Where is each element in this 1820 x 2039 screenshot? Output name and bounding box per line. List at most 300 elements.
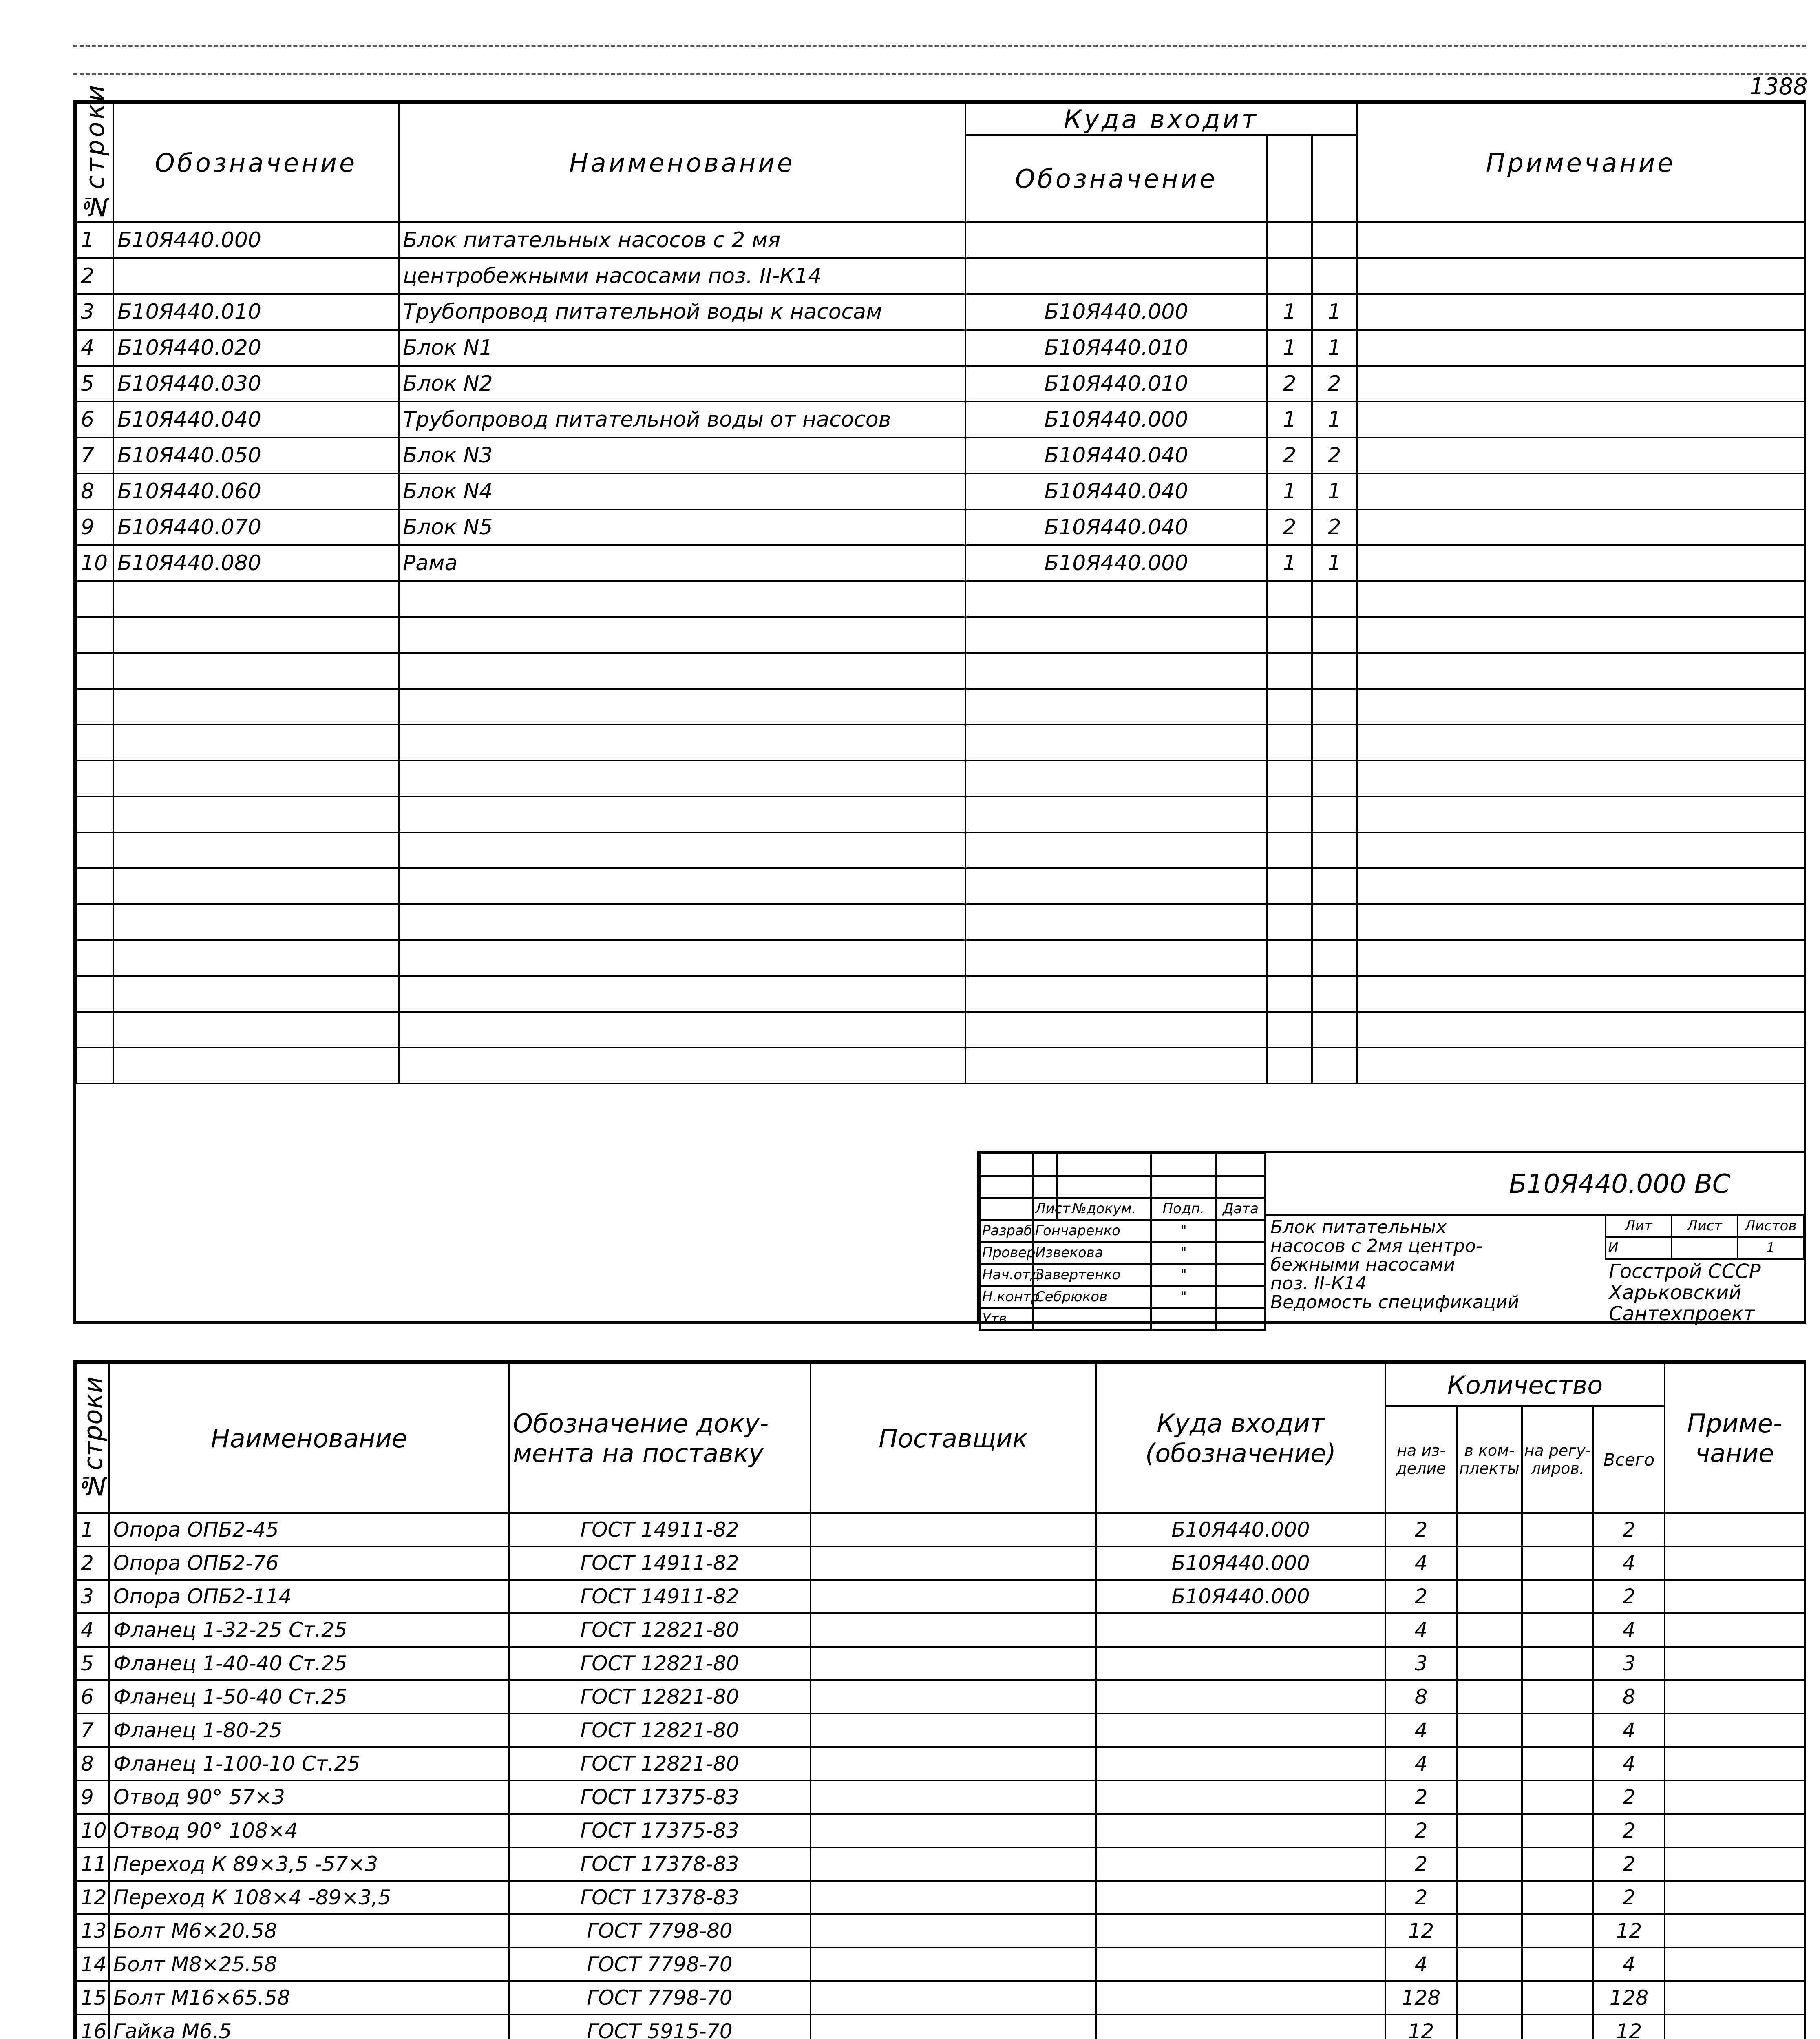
item-name-cell: Болт М8×25.58 — [109, 1948, 509, 1981]
row-number: 16 — [77, 2015, 109, 2039]
qty-b-cell — [1312, 940, 1357, 976]
stamp1-title-line: бежными насосами — [1270, 1254, 1455, 1275]
note-cell — [1665, 1814, 1805, 1847]
where-used-cell — [1096, 1881, 1385, 1914]
supplier-cell — [811, 1546, 1096, 1580]
row-number: 7 — [77, 1714, 109, 1747]
qty-a-cell — [1267, 258, 1312, 294]
name-cell — [399, 868, 965, 904]
qty-kit-cell — [1457, 1881, 1522, 1914]
item-name-cell: Болт М16×65.58 — [109, 1981, 509, 2015]
col-where-designation: Обозначение — [965, 135, 1267, 222]
where-used-cell — [1096, 1714, 1385, 1747]
qty-b-cell: 1 — [1312, 294, 1357, 330]
row-number — [77, 904, 113, 940]
where-used-cell: Б10Я440.000 — [965, 545, 1267, 581]
stamp1-date — [1216, 1264, 1265, 1286]
stamp1-role: Утв. — [980, 1308, 1033, 1330]
supplier-cell — [811, 1981, 1096, 2015]
qty-total-cell: 8 — [1593, 1680, 1665, 1714]
note-cell — [1665, 1714, 1805, 1747]
spec-row — [77, 940, 1805, 976]
where-used-cell: Б10Я440.040 — [965, 438, 1267, 473]
qty-reg-cell — [1522, 1847, 1593, 1881]
note-cell — [1357, 509, 1805, 545]
qty-b-cell — [1312, 1012, 1357, 1048]
qty-b-cell — [1312, 258, 1357, 294]
spec-row — [77, 1012, 1805, 1048]
qty-b-cell: 1 — [1312, 402, 1357, 438]
spec-row — [77, 330, 1805, 366]
stamp1-sheets-label: Листов — [1738, 1215, 1804, 1237]
stamp1-title-line: поз. II-К14 — [1270, 1273, 1367, 1294]
qty-reg-cell — [1522, 1546, 1593, 1580]
where-used-cell: Б10Я440.000 — [1096, 1513, 1385, 1546]
qty-reg-cell — [1522, 1680, 1593, 1714]
row-number: 3 — [77, 1580, 109, 1613]
qty-a-cell: 1 — [1267, 330, 1312, 366]
stamp1-org — [1609, 1261, 1761, 1325]
row-number — [77, 976, 113, 1012]
name-cell: Блок N3 — [399, 438, 965, 473]
qty-item-cell: 8 — [1385, 1680, 1457, 1714]
qty-item-cell: 2 — [1385, 1580, 1457, 1613]
where-used-cell: Б10Я440.010 — [965, 366, 1267, 402]
note-cell — [1357, 761, 1805, 796]
qty-total-cell: 2 — [1593, 1814, 1665, 1847]
designation-cell: Б10Я440.080 — [113, 545, 399, 581]
stamp1-code: Б10Я440.000 ВС — [1509, 1169, 1731, 1199]
row-number: 7 — [77, 438, 113, 473]
item-name-cell: Отвод 90° 57×3 — [109, 1780, 509, 1814]
designation-cell: Б10Я440.060 — [113, 473, 399, 509]
spec-row — [77, 545, 1805, 581]
stamp1-role: Нач.отд. — [980, 1264, 1033, 1286]
buy-row — [77, 1780, 1805, 1814]
stamp1-person: Гончаренко — [1033, 1220, 1151, 1242]
row-number: 14 — [77, 1948, 109, 1981]
buy-row — [77, 1580, 1805, 1613]
row-number: 11 — [77, 1847, 109, 1881]
row-number: 15 — [77, 1981, 109, 2015]
spec-row — [77, 832, 1805, 868]
name-cell — [399, 940, 965, 976]
qty-a-cell — [1267, 761, 1312, 796]
qty-b-cell — [1312, 976, 1357, 1012]
note-cell — [1357, 581, 1805, 617]
item-name-cell: Опора ОПБ2-45 — [109, 1513, 509, 1546]
name-cell — [399, 725, 965, 761]
row-number: 10 — [77, 545, 113, 581]
where-used-cell — [1096, 1948, 1385, 1981]
buy-row — [77, 1613, 1805, 1647]
standard-doc-cell: ГОСТ 12821-80 — [509, 1714, 811, 1747]
stamp1-signature: " — [1151, 1286, 1216, 1308]
where-used-cell — [1096, 1814, 1385, 1847]
note-cell — [1357, 617, 1805, 653]
name-cell: Блок N1 — [399, 330, 965, 366]
where-used-cell — [965, 904, 1267, 940]
name-cell — [399, 1048, 965, 1084]
buy-col-supplier: Поставщик — [811, 1364, 1096, 1513]
qty-b-cell: 2 — [1312, 509, 1357, 545]
standard-doc-cell: ГОСТ 7798-70 — [509, 1948, 811, 1981]
buy-row — [77, 1847, 1805, 1881]
qty-total-cell: 4 — [1593, 1948, 1665, 1981]
item-name-cell: Отвод 90° 108×4 — [109, 1814, 509, 1847]
spec-row — [77, 868, 1805, 904]
note-cell — [1357, 330, 1805, 366]
stamp1-date — [1216, 1286, 1265, 1308]
buy-row — [77, 1981, 1805, 2015]
spec-row — [77, 761, 1805, 796]
row-number — [77, 1048, 113, 1084]
stamp1-person: Извекова — [1033, 1242, 1151, 1264]
designation-cell — [113, 976, 399, 1012]
qty-b-cell: 1 — [1312, 330, 1357, 366]
qty-reg-cell — [1522, 1647, 1593, 1680]
row-number: 9 — [77, 509, 113, 545]
title-block-1 — [977, 1151, 1806, 1327]
qty-kit-cell — [1457, 1747, 1522, 1780]
where-used-cell: Б10Я440.040 — [965, 473, 1267, 509]
where-used-cell — [965, 222, 1267, 258]
where-used-cell — [965, 258, 1267, 294]
spec-row — [77, 653, 1805, 689]
supplier-cell — [811, 1513, 1096, 1546]
note-cell — [1357, 366, 1805, 402]
name-cell: Блок N2 — [399, 366, 965, 402]
qty-b-cell — [1312, 1048, 1357, 1084]
where-used-cell: Б10Я440.040 — [965, 509, 1267, 545]
qty-total-cell: 12 — [1593, 2015, 1665, 2039]
qty-a-cell: 1 — [1267, 473, 1312, 509]
buy-row — [77, 1513, 1805, 1546]
stamp1-grid — [979, 1153, 1266, 1331]
row-number: 9 — [77, 1780, 109, 1814]
item-name-cell: Переход К 89×3,5 -57×3 — [109, 1847, 509, 1881]
where-used-cell — [965, 581, 1267, 617]
qty-reg-cell — [1522, 1580, 1593, 1613]
standard-doc-cell: ГОСТ 14911-82 — [509, 1580, 811, 1613]
note-cell — [1665, 1747, 1805, 1780]
qty-item-cell: 4 — [1385, 1714, 1457, 1747]
designation-cell: Б10Я440.020 — [113, 330, 399, 366]
supplier-cell — [811, 1780, 1096, 1814]
where-used-cell: Б10Я440.010 — [965, 330, 1267, 366]
name-cell — [399, 689, 965, 725]
spec-row — [77, 904, 1805, 940]
designation-cell: Б10Я440.000 — [113, 222, 399, 258]
stamp1-title — [1270, 1218, 1519, 1312]
buy-row — [77, 1948, 1805, 1981]
qty-item-cell: 12 — [1385, 2015, 1457, 2039]
standard-doc-cell: ГОСТ 17378-83 — [509, 1847, 811, 1881]
qty-item-cell: 3 — [1385, 1647, 1457, 1680]
buy-row — [77, 1647, 1805, 1680]
standard-doc-cell: ГОСТ 17375-83 — [509, 1780, 811, 1814]
qty-kit-cell — [1457, 1513, 1522, 1546]
note-cell — [1357, 438, 1805, 473]
name-cell — [399, 1012, 965, 1048]
qty-a-cell — [1267, 222, 1312, 258]
name-cell: центробежными насосами поз. II-К14 — [399, 258, 965, 294]
supplier-cell — [811, 1814, 1096, 1847]
note-cell — [1665, 1948, 1805, 1981]
qty-b-cell — [1312, 761, 1357, 796]
qty-kit-cell — [1457, 1814, 1522, 1847]
note-cell — [1357, 294, 1805, 330]
buy-row — [77, 2015, 1805, 2039]
buy-col-note: Приме-чание — [1665, 1364, 1805, 1513]
spec-row — [77, 581, 1805, 617]
name-cell: Блок N5 — [399, 509, 965, 545]
note-cell — [1665, 2015, 1805, 2039]
stamp1-title-line: насосов с 2мя центро- — [1270, 1236, 1482, 1256]
name-cell — [399, 796, 965, 832]
row-number — [77, 761, 113, 796]
qty-total-cell: 3 — [1593, 1647, 1665, 1680]
qty-reg-cell — [1522, 1881, 1593, 1914]
standard-doc-cell: ГОСТ 7798-70 — [509, 1981, 811, 2015]
row-number: 6 — [77, 1680, 109, 1714]
note-cell — [1357, 689, 1805, 725]
name-cell: Блок питательных насосов с 2 мя — [399, 222, 965, 258]
qty-a-cell: 2 — [1267, 366, 1312, 402]
supplier-cell — [811, 2015, 1096, 2039]
where-used-cell — [1096, 2015, 1385, 2039]
qty-total-cell: 2 — [1593, 1780, 1665, 1814]
standard-doc-cell: ГОСТ 12821-80 — [509, 1613, 811, 1647]
qty-a-cell — [1267, 976, 1312, 1012]
qty-item-cell: 2 — [1385, 1881, 1457, 1914]
qty-a-cell — [1267, 1012, 1312, 1048]
spec-row — [77, 1048, 1805, 1084]
name-cell — [399, 653, 965, 689]
note-cell — [1357, 725, 1805, 761]
qty-a-cell: 1 — [1267, 294, 1312, 330]
designation-cell — [113, 689, 399, 725]
qty-reg-cell — [1522, 1780, 1593, 1814]
item-name-cell: Фланец 1-80-25 — [109, 1714, 509, 1747]
name-cell — [399, 581, 965, 617]
buy-col-row-number: №строки — [77, 1364, 109, 1513]
designation-cell — [113, 761, 399, 796]
where-used-cell — [965, 689, 1267, 725]
qty-a-cell — [1267, 725, 1312, 761]
col-qty-a — [1267, 135, 1312, 222]
standard-doc-cell: ГОСТ 14911-82 — [509, 1546, 811, 1580]
supplier-cell — [811, 1948, 1096, 1981]
qty-a-cell — [1267, 796, 1312, 832]
row-number: 10 — [77, 1814, 109, 1847]
standard-doc-cell: ГОСТ 12821-80 — [509, 1647, 811, 1680]
stamp1-col-sign: Подп. — [1151, 1198, 1216, 1220]
standard-doc-cell: ГОСТ 12821-80 — [509, 1680, 811, 1714]
where-used-cell — [965, 1012, 1267, 1048]
qty-total-cell: 4 — [1593, 1613, 1665, 1647]
qty-total-cell: 2 — [1593, 1881, 1665, 1914]
row-number: 13 — [77, 1914, 109, 1948]
qty-item-cell: 2 — [1385, 1814, 1457, 1847]
spec-row — [77, 689, 1805, 725]
spec-row — [77, 438, 1805, 473]
qty-kit-cell — [1457, 1613, 1522, 1647]
where-used-cell — [965, 653, 1267, 689]
note-cell — [1357, 545, 1805, 581]
note-cell — [1665, 1513, 1805, 1546]
supplier-cell — [811, 1647, 1096, 1680]
col-where-used: Куда входит — [965, 104, 1357, 135]
qty-b-cell — [1312, 689, 1357, 725]
qty-a-cell — [1267, 940, 1312, 976]
qty-kit-cell — [1457, 1680, 1522, 1714]
row-number: 5 — [77, 1647, 109, 1680]
row-number — [77, 868, 113, 904]
row-number — [77, 653, 113, 689]
row-number — [77, 796, 113, 832]
qty-total-cell: 12 — [1593, 1914, 1665, 1948]
buy-row — [77, 1714, 1805, 1747]
name-cell: Рама — [399, 545, 965, 581]
note-cell — [1357, 222, 1805, 258]
qty-kit-cell — [1457, 1948, 1522, 1981]
qty-a-cell — [1267, 868, 1312, 904]
item-name-cell: Опора ОПБ2-114 — [109, 1580, 509, 1613]
qty-a-cell — [1267, 581, 1312, 617]
item-name-cell: Переход К 108×4 -89×3,5 — [109, 1881, 509, 1914]
qty-a-cell — [1267, 832, 1312, 868]
qty-item-cell: 2 — [1385, 1513, 1457, 1546]
qty-item-cell: 4 — [1385, 1747, 1457, 1780]
note-cell — [1665, 1613, 1805, 1647]
standard-doc-cell: ГОСТ 5915-70 — [509, 2015, 811, 2039]
stamp1-col-docnum: №докум. — [1057, 1198, 1151, 1220]
standard-doc-cell: ГОСТ 7798-80 — [509, 1914, 811, 1948]
where-used-cell — [1096, 1914, 1385, 1948]
qty-kit-cell — [1457, 1914, 1522, 1948]
spec-row — [77, 796, 1805, 832]
qty-b-cell — [1312, 725, 1357, 761]
stamp1-org-line: Харьковский — [1609, 1281, 1742, 1304]
qty-item-cell: 4 — [1385, 1613, 1457, 1647]
supplier-cell — [811, 1680, 1096, 1714]
row-number: 8 — [77, 473, 113, 509]
spec-row — [77, 294, 1805, 330]
row-number: 5 — [77, 366, 113, 402]
row-number: 12 — [77, 1881, 109, 1914]
stamp1-person — [1033, 1308, 1151, 1330]
qty-total-cell: 128 — [1593, 1981, 1665, 2015]
qty-kit-cell — [1457, 1647, 1522, 1680]
stamp1-org-line: Сантехпроект — [1609, 1303, 1755, 1325]
row-number: 1 — [77, 1513, 109, 1546]
qty-reg-cell — [1522, 1714, 1593, 1747]
name-cell: Трубопровод питательной воды от насосов — [399, 402, 965, 438]
row-number — [77, 1012, 113, 1048]
designation-cell — [113, 832, 399, 868]
name-cell — [399, 617, 965, 653]
buy-row — [77, 1747, 1805, 1780]
supplier-cell — [811, 1580, 1096, 1613]
row-number: 2 — [77, 258, 113, 294]
stamp1-signature: " — [1151, 1242, 1216, 1264]
note-cell — [1357, 258, 1805, 294]
item-name-cell: Гайка М6.5 — [109, 2015, 509, 2039]
buy-sheet-frame — [73, 1360, 1806, 2039]
where-used-cell: Б10Я440.000 — [965, 402, 1267, 438]
where-used-cell — [1096, 1847, 1385, 1881]
qty-a-cell — [1267, 617, 1312, 653]
name-cell — [399, 832, 965, 868]
stamp1-org-line: Госстрой СССР — [1609, 1260, 1761, 1283]
note-cell — [1357, 796, 1805, 832]
qty-b-cell: 1 — [1312, 545, 1357, 581]
designation-cell: Б10Я440.040 — [113, 402, 399, 438]
col-note: Примечание — [1357, 104, 1805, 222]
where-used-cell — [965, 940, 1267, 976]
where-used-cell — [965, 617, 1267, 653]
qty-a-cell: 2 — [1267, 438, 1312, 473]
note-cell — [1665, 1647, 1805, 1680]
stamp1-lit-label: Лит — [1606, 1215, 1672, 1237]
qty-kit-cell — [1457, 1714, 1522, 1747]
where-used-cell — [1096, 1981, 1385, 2015]
where-used-cell — [1096, 1647, 1385, 1680]
designation-cell: Б10Я440.050 — [113, 438, 399, 473]
qty-reg-cell — [1522, 1948, 1593, 1981]
stamp1-doc-name: Ведомость спецификаций — [1270, 1292, 1519, 1313]
qty-item-cell: 2 — [1385, 1847, 1457, 1881]
designation-cell: Б10Я440.070 — [113, 509, 399, 545]
spec-row — [77, 976, 1805, 1012]
where-used-cell — [965, 976, 1267, 1012]
qty-b-cell — [1312, 581, 1357, 617]
item-name-cell: Фланец 1-50-40 Ст.25 — [109, 1680, 509, 1714]
where-used-cell: Б10Я440.000 — [965, 294, 1267, 330]
where-used-cell — [965, 868, 1267, 904]
stamp1-date — [1216, 1308, 1265, 1330]
name-cell — [399, 904, 965, 940]
note-cell — [1665, 1981, 1805, 2015]
qty-a-cell — [1267, 689, 1312, 725]
standard-doc-cell: ГОСТ 12821-80 — [509, 1747, 811, 1780]
where-used-cell — [965, 796, 1267, 832]
qty-a-cell: 1 — [1267, 545, 1312, 581]
standard-doc-cell: ГОСТ 17375-83 — [509, 1814, 811, 1847]
note-cell — [1665, 1881, 1805, 1914]
row-number — [77, 617, 113, 653]
spec-body — [77, 222, 1805, 1084]
qty-b-cell: 1 — [1312, 473, 1357, 509]
qty-reg-cell — [1522, 2015, 1593, 2039]
qty-item-cell: 12 — [1385, 1914, 1457, 1948]
buy-row — [77, 1881, 1805, 1914]
note-cell — [1665, 1847, 1805, 1881]
stamp1-date — [1216, 1220, 1265, 1242]
note-cell — [1665, 1580, 1805, 1613]
note-cell — [1357, 402, 1805, 438]
qty-b-cell — [1312, 832, 1357, 868]
buy-row — [77, 1546, 1805, 1580]
designation-cell — [113, 581, 399, 617]
buy-row — [77, 1680, 1805, 1714]
col-name: Наименование — [399, 104, 965, 222]
where-used-cell — [1096, 1780, 1385, 1814]
where-used-cell: Б10Я440.000 — [1096, 1580, 1385, 1613]
qty-total-cell: 2 — [1593, 1513, 1665, 1546]
standard-doc-cell: ГОСТ 14911-82 — [509, 1513, 811, 1546]
